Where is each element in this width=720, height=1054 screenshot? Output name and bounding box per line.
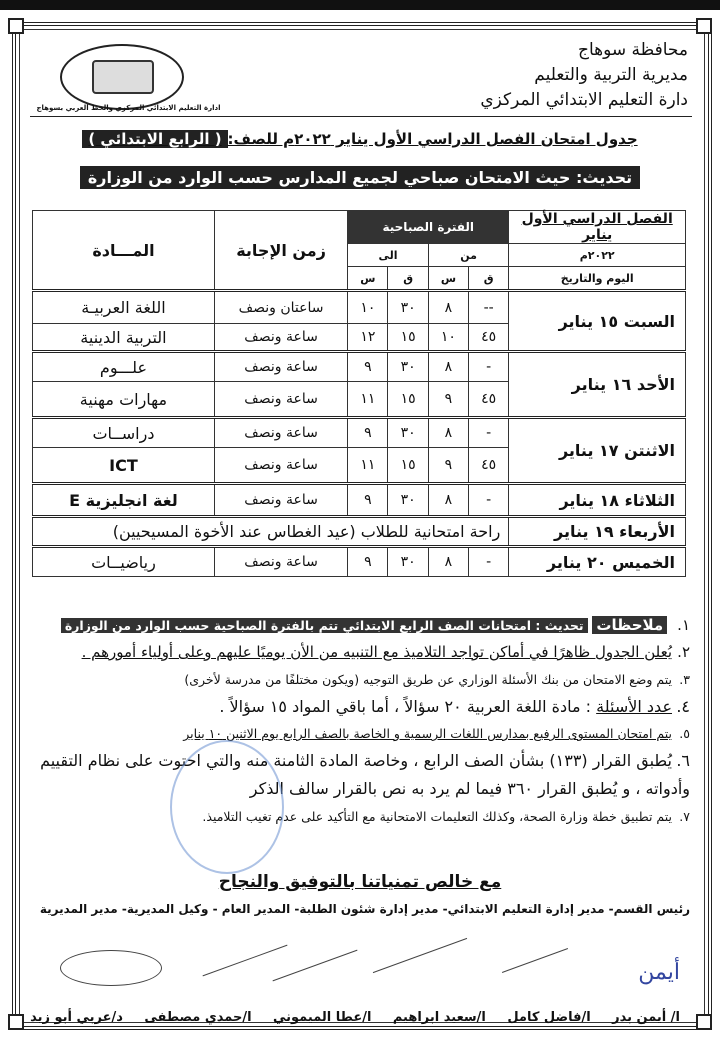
header-divider: [30, 116, 692, 117]
table-row: [33, 352, 686, 382]
title-text: جدول امتحان الفصل الدراسي الأول يناير ٢٠٢٢م للصف:: [227, 130, 638, 148]
notes-section: [30, 612, 690, 830]
from-header: من: [428, 244, 509, 267]
to-min-header: ق: [388, 267, 428, 291]
to-hour: ١١: [348, 448, 388, 484]
day-cell: الخميس ٢٠ يناير: [509, 547, 686, 577]
from-min: ٤٥: [469, 382, 509, 418]
duration: ساعة ونصف: [214, 382, 347, 418]
to-hour: ٩: [348, 484, 388, 517]
subject: اللغة العربيـة: [33, 291, 215, 324]
to-hour: ١١: [348, 382, 388, 418]
from-min: ٤٥: [469, 448, 509, 484]
duration-header: زمن الإجابة: [214, 211, 347, 291]
from-hour: ٩: [428, 448, 468, 484]
table-row: [33, 291, 686, 324]
to-hour: ٩: [348, 418, 388, 448]
duration: ساعة ونصف: [214, 418, 347, 448]
day-cell: الاثنتن ١٧ يناير: [509, 418, 686, 484]
day-cell: الثلاثاء ١٨ يناير: [509, 484, 686, 517]
table-row: [33, 547, 686, 577]
subject: رياضيــات: [33, 547, 215, 577]
note-item: [30, 720, 690, 747]
signatory-name: د/عربي أبو زيد: [30, 1010, 123, 1025]
to-header: الى: [348, 244, 429, 267]
table-header-row: [33, 211, 686, 244]
signatory-names: [30, 1010, 680, 1025]
ministry-logo: [60, 44, 184, 110]
day-cell: السبت ١٥ يناير: [509, 291, 686, 352]
to-min: ٣٠: [388, 291, 428, 324]
official-stamp-icon: [170, 740, 284, 874]
governorate-name: محافظة سوهاج: [578, 40, 688, 60]
note-number: ٢.: [677, 643, 690, 661]
day-cell: الأحد ١٦ يناير: [509, 352, 686, 418]
note-number: ٦.: [676, 751, 690, 770]
to-min: ١٥: [388, 448, 428, 484]
letterhead: [480, 38, 688, 113]
logo-caption: ادارة التعليم الابتدائي المركزي والخط العربي بسوهاج: [36, 104, 221, 112]
from-hour: ٨: [428, 291, 468, 324]
table-row: [33, 418, 686, 448]
to-min: ٣٠: [388, 484, 428, 517]
duration: ساعتان ونصف: [214, 291, 347, 324]
note-text: : مادة اللغة العربية ٢٠ سؤالاً ، أما باقي المواد ١٥ سؤالاً .: [219, 697, 592, 716]
duration: ساعة ونصف: [214, 352, 347, 382]
note-text: يتم وضع الامتحان من بنك الأسئلة الوزاري عن طريق التوجيه (ويكون مختلفًا من مدرسة لأخرى): [184, 672, 672, 687]
duration: ساعة ونصف: [214, 324, 347, 352]
to-hour: ١٢: [348, 324, 388, 352]
frame-corner: [696, 1014, 712, 1030]
to-min: ١٥: [388, 382, 428, 418]
note-text: يُطبق القرار (١٣٣) بشأن الصف الرابع ، وخاصة المادة الثامنة منه والتي احتوت على نظام التقييم وأدواته ، و يُطبق القرار ٣٦٠ فيما لم يرد به نص بالقرار سالف الذكر: [40, 751, 690, 798]
from-min-header: ق: [469, 267, 509, 291]
from-min: -: [469, 547, 509, 577]
duration: ساعة ونصف: [214, 547, 347, 577]
from-hour: ١٠: [428, 324, 468, 352]
to-min: ٣٠: [388, 352, 428, 382]
to-min: ٣٠: [388, 418, 428, 448]
from-min: -: [469, 418, 509, 448]
from-hour-header: س: [428, 267, 468, 291]
note-item: [30, 693, 690, 720]
to-hour: ٩: [348, 352, 388, 382]
update-text: تحديث: حيث الامتحان صباحي لجميع المدارس حسب الوارد من الوزارة: [80, 166, 640, 189]
signatory-name: ا/ أيمن بدر: [612, 1010, 680, 1025]
to-hour-header: س: [348, 267, 388, 291]
signature-mark: [60, 950, 162, 986]
from-hour: ٨: [428, 547, 468, 577]
duration: ساعة ونصف: [214, 448, 347, 484]
directorate-name: مديرية التربية والتعليم: [534, 65, 688, 85]
subject: علـــوم: [33, 352, 215, 382]
signatory-name: ا/سعيد ابراهيم: [392, 1010, 486, 1025]
document-title: [0, 130, 720, 148]
note-prefix: تحديث :: [535, 618, 584, 633]
from-hour: ٩: [428, 382, 468, 418]
to-hour: ١٠: [348, 291, 388, 324]
frame-corner: [696, 18, 712, 34]
top-dark-bar: [0, 0, 720, 10]
note-text: يُعلن الجدول ظاهرًا في أماكن تواجد التلاميذ مع التنبيه من الأن يوميًا عليهم وعلى أولياء أمورهم .: [81, 643, 672, 661]
day-date-header: اليوم والتاريخ: [509, 267, 686, 291]
note-number: ١.: [677, 616, 690, 634]
from-hour: ٨: [428, 352, 468, 382]
day-cell: الأربعاء ١٩ يناير: [509, 517, 686, 547]
subject-header: المـــادة: [33, 211, 215, 291]
subject: دراســات: [33, 418, 215, 448]
from-min: -: [469, 352, 509, 382]
note-text: يتم تطبيق خطة وزارة الصحة، وكذلك التعليمات الامتحانية مع التأكيد على عدم تغيب التلاميذ.: [202, 809, 672, 824]
note-number: ٧.: [679, 809, 690, 824]
period-header: الفترة الصباحية: [348, 211, 509, 244]
from-min: ٤٥: [469, 324, 509, 352]
note-item: [30, 747, 690, 803]
update-banner: [0, 168, 720, 187]
subject: التربية الدينية: [33, 324, 215, 352]
note-item: [30, 612, 690, 639]
from-min: --: [469, 291, 509, 324]
signatory-name: ا/حمدي مصطفى: [144, 1010, 252, 1025]
department-name: دارة التعليم الابتدائي المركزي: [480, 90, 688, 110]
frame-corner: [8, 1014, 24, 1030]
note-item: [30, 803, 690, 830]
term-header: الفصل الدراسي الأول يناير: [509, 211, 686, 244]
notes-label: ملاحظات: [592, 616, 667, 634]
note-prefix: عدد الأسئلة: [596, 697, 672, 716]
to-min: ٣٠: [388, 547, 428, 577]
note-number: ٤.: [676, 697, 690, 716]
note-item: [30, 639, 690, 666]
note-number: ٣.: [679, 672, 690, 687]
note-text: يتم امتحان المستوى الرفيع بمدارس اللغات الرسمية و الخاصة بالصف الرابع يوم الاثنين ١٠ يناير: [183, 726, 672, 741]
table-row: [33, 484, 686, 517]
subject: مهارات مهنية: [33, 382, 215, 418]
rest-day-note: راحة امتحانية للطلاب (عيد الغطاس عند الأخوة المسيحيين): [33, 517, 509, 547]
note-body: امتحانات الصف الرابع الابتدائي تتم بالفترة الصباحية حسب الوارد من الوزارة: [64, 618, 532, 633]
from-hour: ٨: [428, 418, 468, 448]
grade-highlight: ( الرابع الابتدائي ): [82, 130, 227, 148]
closing-wishes: مع خالص تمنياتنا بالتوفيق والنجاح: [218, 872, 502, 892]
to-min: ١٥: [388, 324, 428, 352]
signatory-roles: رئيس القسم- مدير إدارة التعليم الابتدائي- مدير إدارة شئون الطلبة- المدير العام - وكيل المديرية- مدير المديرية: [39, 902, 690, 916]
subject: لغة انجليزية E: [33, 484, 215, 517]
handwritten-name: أيمن: [638, 960, 680, 985]
to-hour: ٩: [348, 547, 388, 577]
exam-schedule-table: [32, 210, 686, 577]
signatory-name: ا/فاضل كامل: [507, 1010, 591, 1025]
from-hour: ٨: [428, 484, 468, 517]
year-header: ٢٠٢٢م: [509, 244, 686, 267]
logo-emblem-icon: [92, 60, 154, 94]
subject: ICT: [33, 448, 215, 484]
duration: ساعة ونصف: [214, 484, 347, 517]
from-min: -: [469, 484, 509, 517]
note-text: [61, 618, 588, 633]
note-item: [30, 666, 690, 693]
note-number: ٥.: [679, 726, 690, 741]
signatory-name: ا/عطا الميموني: [273, 1010, 372, 1025]
frame-corner: [8, 18, 24, 34]
table-row: [33, 517, 686, 547]
